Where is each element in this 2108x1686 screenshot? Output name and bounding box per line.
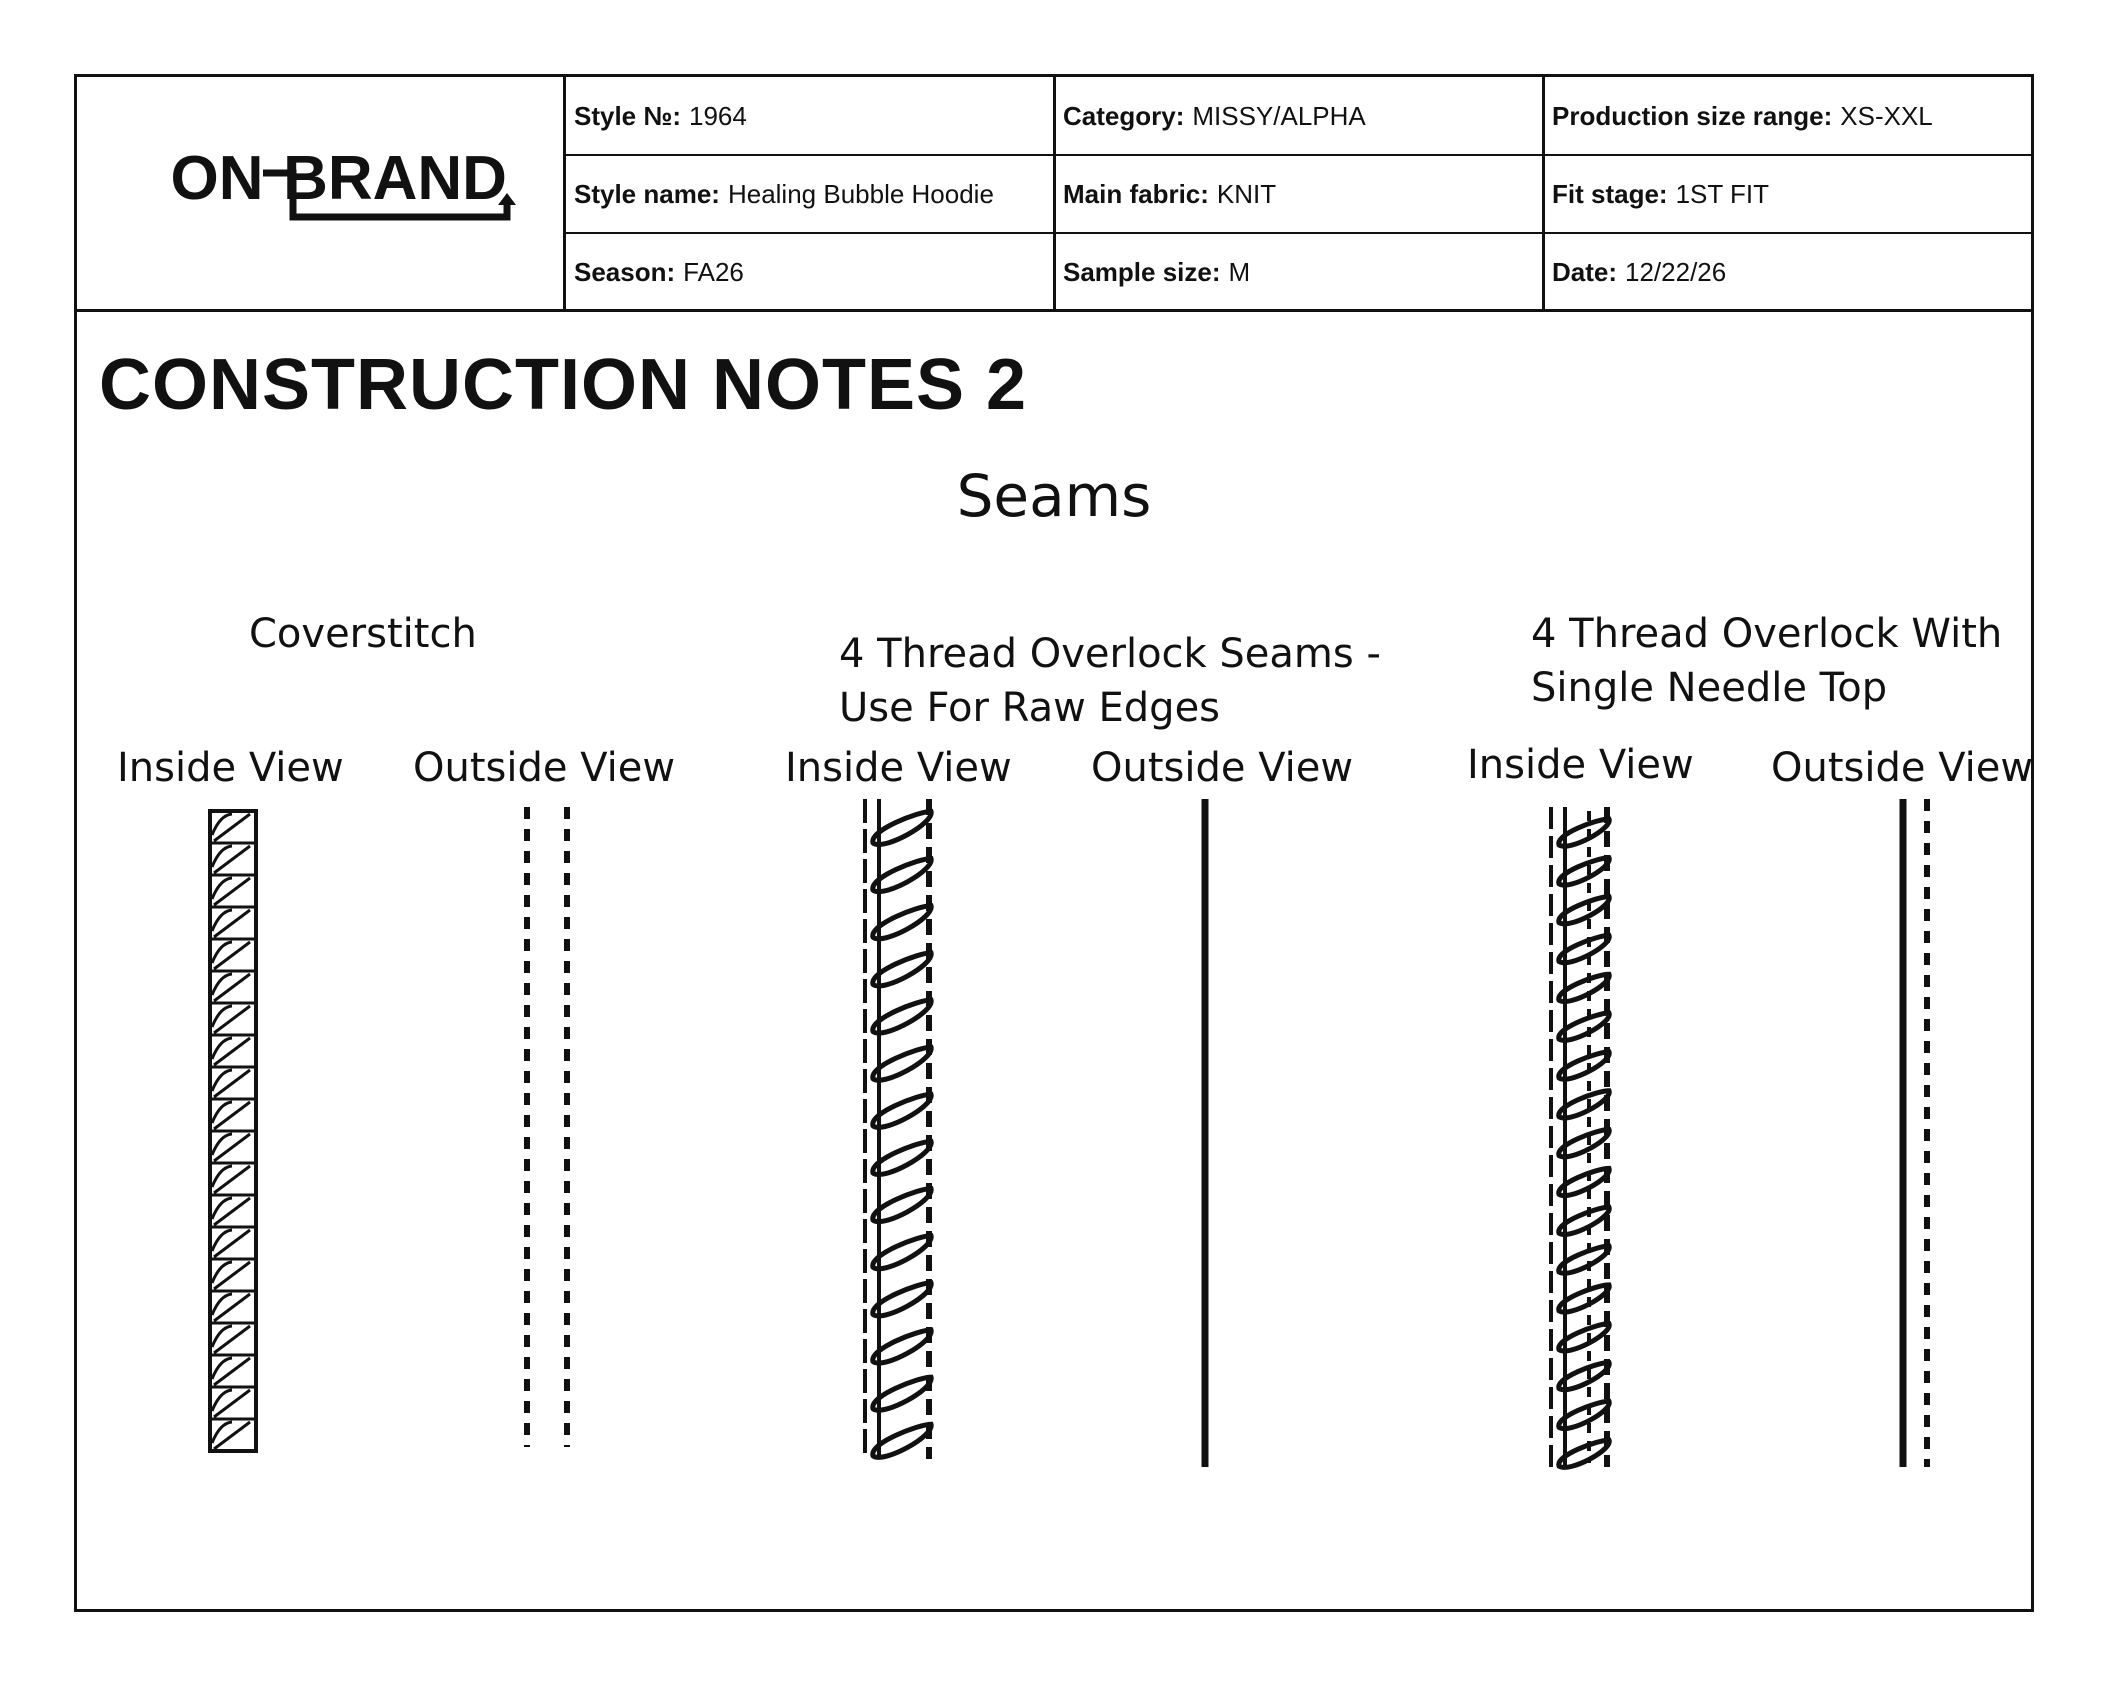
svg-text:ON: ON bbox=[170, 144, 264, 213]
group-title-line: Use For Raw Edges bbox=[839, 685, 1221, 731]
coverstitch-inside-icon bbox=[207, 807, 259, 1457]
fit-stage-field bbox=[1544, 155, 2031, 233]
category-value: MISSY/ALPHA bbox=[1192, 100, 1366, 131]
season-label: Season: bbox=[574, 256, 676, 287]
header-table bbox=[77, 77, 2031, 312]
overlock-topstitch-outside-label: Outside View bbox=[1771, 745, 2034, 791]
date-value: 12/22/26 bbox=[1625, 256, 1727, 287]
overlock-inside-icon bbox=[861, 799, 941, 1469]
size-range-field bbox=[1544, 77, 2031, 155]
overlock-topstitch-title bbox=[1531, 607, 2002, 715]
size-range-value: XS-XXL bbox=[1840, 100, 1933, 131]
overlock-topstitch-inside-icon bbox=[1543, 807, 1623, 1477]
overlock-outside-icon bbox=[1195, 799, 1215, 1469]
overlock-topstitch-inside-label: Inside View bbox=[1467, 742, 1694, 788]
fit-stage-label: Fit stage: bbox=[1552, 178, 1668, 209]
group-title-line: 4 Thread Overlock Seams - bbox=[839, 631, 1381, 677]
coverstitch-outside-icon bbox=[517, 807, 577, 1457]
header-fields bbox=[566, 77, 2031, 309]
style-number-value: 1964 bbox=[689, 100, 747, 131]
coverstitch-outside-label: Outside View bbox=[413, 745, 676, 791]
sample-size-label: Sample size: bbox=[1063, 256, 1221, 287]
main-fabric-label: Main fabric: bbox=[1063, 178, 1209, 209]
brand-logo bbox=[137, 137, 517, 247]
overlock-inside-label: Inside View bbox=[785, 745, 1012, 791]
overlock-outside-label: Outside View bbox=[1091, 745, 1354, 791]
category-label: Category: bbox=[1063, 100, 1185, 131]
sample-size-field bbox=[1055, 233, 1544, 311]
overlock-topstitch-outside-icon bbox=[1895, 799, 1935, 1469]
sample-size-value: M bbox=[1228, 256, 1251, 287]
main-fabric-field bbox=[1055, 155, 1544, 233]
main-fabric-value: KNIT bbox=[1216, 178, 1277, 209]
tech-pack-page bbox=[74, 74, 2034, 1612]
row-divider bbox=[566, 232, 2031, 234]
coverstitch-inside-label: Inside View bbox=[117, 745, 344, 791]
style-name-value: Healing Bubble Hoodie bbox=[727, 178, 994, 209]
style-number-field bbox=[566, 77, 1055, 155]
style-number-label: Style №: bbox=[574, 100, 682, 131]
group-title-line: Single Needle Top bbox=[1531, 665, 1888, 711]
group-title-line: 4 Thread Overlock With bbox=[1531, 611, 2003, 657]
overlock-title bbox=[839, 627, 1381, 735]
size-range-label: Production size range: bbox=[1552, 100, 1833, 131]
page-title: CONSTRUCTION NOTES 2 bbox=[99, 345, 1028, 425]
column-divider bbox=[1053, 77, 1056, 309]
column-divider bbox=[1542, 77, 1545, 309]
group-title-line: Coverstitch bbox=[249, 611, 477, 657]
style-name-field bbox=[566, 155, 1055, 233]
row-divider bbox=[566, 154, 2031, 156]
coverstitch-title bbox=[249, 607, 477, 661]
date-field bbox=[1544, 233, 2031, 311]
date-label: Date: bbox=[1552, 256, 1618, 287]
svg-text:BRAND: BRAND bbox=[283, 144, 507, 213]
category-field bbox=[1055, 77, 1544, 155]
style-name-label: Style name: bbox=[574, 178, 720, 209]
fit-stage-value: 1ST FIT bbox=[1675, 178, 1770, 209]
season-value: FA26 bbox=[683, 256, 744, 287]
section-title: Seams bbox=[956, 462, 1152, 530]
season-field bbox=[566, 233, 1055, 311]
logo-cell bbox=[77, 77, 566, 309]
